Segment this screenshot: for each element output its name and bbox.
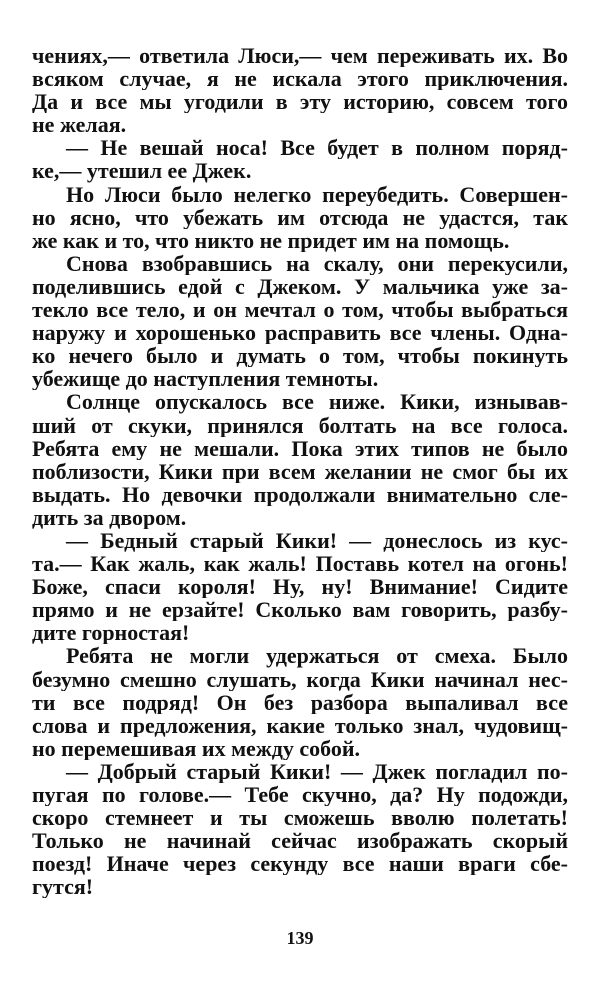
text-line: слова и предложения, какие только знал, чудовищ- (32, 713, 568, 737)
text-line: прямо и не ерзайте! Сколько вам говорить, разбу- (32, 598, 568, 622)
text-line: ко нечего было и думать о том, чтобы покинуть (32, 344, 568, 368)
book-page-text (32, 44, 568, 898)
text-line: скоро стемнеет и ты сможешь вволю полетать! (32, 806, 568, 830)
text-line: Ребята не могли удержаться от смеха. Было (66, 644, 568, 668)
text-line: дите горностая! (32, 621, 190, 645)
text-line: дить за двором. (32, 505, 187, 529)
text-line: — Добрый старый Кики! — Джек погладил по- (66, 759, 568, 783)
paragraph (32, 44, 568, 136)
text-line: не желая. (32, 113, 127, 137)
paragraph (32, 760, 568, 899)
paragraph (32, 183, 568, 252)
text-line: поблизости, Кики при всем желании не смог бы их (32, 459, 568, 483)
text-line: Но Люси было нелегко переубедить. Совершен- (66, 182, 568, 206)
text-line: ти все подряд! Он без разбора выпаливал все (32, 690, 568, 714)
text-line: Да и все мы угодили в эту историю, совсем того (32, 90, 568, 114)
text-line: безумно смешно слушать, когда Кики начинал нес- (32, 667, 568, 691)
text-line: текло все тело, и он мечтал о том, чтобы выбраться (32, 298, 568, 322)
text-line: Солнце опускалось все ниже. Кики, изнывав- (66, 390, 568, 414)
text-line: наружу и хорошенько расправить все члены. Одна- (32, 321, 568, 345)
paragraph (32, 529, 568, 644)
text-line: Снова взобравшись на скалу, они перекусили, (66, 251, 568, 275)
paragraph (32, 136, 568, 182)
text-line: но ясно, что убежать им отсюда не удастся, так (32, 205, 568, 229)
text-line: ке,— утешил ее Джек. (32, 159, 252, 183)
paragraph (32, 644, 568, 759)
text-line: — Бедный старый Кики! — донеслось из кус- (66, 528, 568, 553)
text-line: всяком случае, я не искала этого приключения. (32, 67, 568, 91)
text-line: убежище до наступления темноты. (32, 367, 379, 391)
text-line: Только не начинай сейчас изображать скорый (32, 829, 568, 853)
text-line: ший от скуки, принялся болтать на все голоса. (32, 413, 568, 437)
text-line: но перемешивая их между собой. (32, 736, 361, 760)
text-line: Боже, спаси короля! Ну, ну! Внимание! Сидите (32, 575, 568, 599)
text-line: гутся! (32, 875, 94, 899)
paragraph (32, 252, 568, 391)
text-line: поделившись едой с Джеком. У мальчика уже за- (32, 274, 568, 299)
text-line: поезд! Иначе через секунду все наши враги сбе- (32, 852, 568, 876)
text-line: выдать. Но девочки продолжали внимательно сле- (32, 482, 568, 506)
text-line: пугая по голове.— Тебе скучно, да? Ну подожди, (32, 783, 568, 807)
text-line: — Не вешай носа! Все будет в полном поряд- (66, 136, 568, 160)
paragraph (32, 390, 568, 529)
text-line: та.— Как жаль, как жаль! Поставь котел на огонь! (32, 552, 568, 576)
text-line: чениях,— ответила Люси,— чем переживать их. Во (32, 44, 568, 68)
page-number: 139 (286, 928, 314, 948)
text-line: Ребята ему не мешали. Пока этих типов не было (32, 436, 568, 460)
text-line: же как и то, что никто не придет им на помощь. (32, 228, 510, 252)
